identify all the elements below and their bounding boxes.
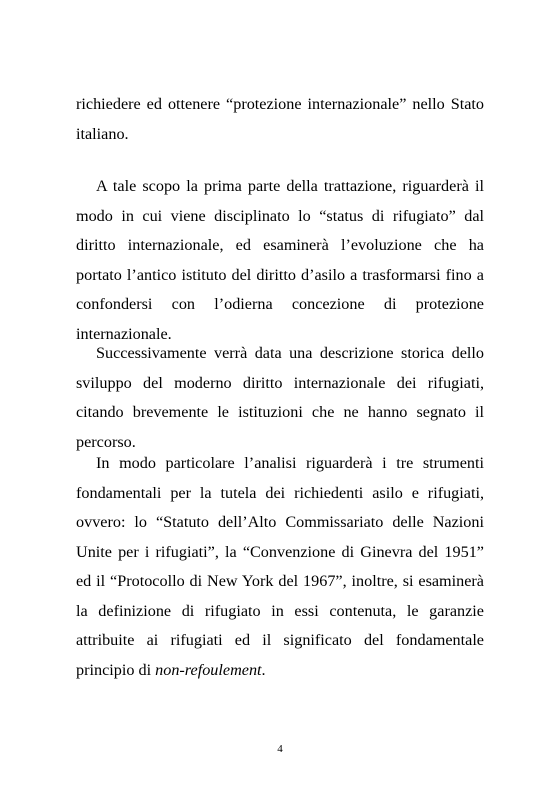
paragraph-3-text: Successivamente verrà data una descrizione storica dello sviluppo del moderno diritto internazionale dei rifugiati, citando brevemente le istituzioni che ne hanno segnato il percorso.	[76, 344, 484, 451]
paragraph-4-italic-term: non-refoulement	[155, 660, 262, 679]
paragraph-2-text: A tale scopo la prima parte della trattazione, riguarderà il modo in cui viene disciplinato lo “status di rifugiato” dal diritto internazionale, ed esaminerà l’evoluzione che ha portato l’antico istituto del diritto d’asilo a trasformarsi fino a confondersi con l’odierna concezione di protezione internazionale.	[76, 177, 484, 343]
page-number: 4	[277, 743, 283, 755]
paragraph-intro-scope	[76, 172, 484, 349]
paragraph-4-end: .	[261, 660, 266, 679]
paragraph-4-text: In modo particolare l’analisi riguarderà i tre strumenti fondamentali per la tutela dei richiedenti asilo e rifugiati, ovvero: lo “Statuto dell’Alto Commissariato delle Nazioni Unite per i rifugiati”, la “Convenzione di Ginevra del 1951” ed il “Protocollo di New York del 1967”, inoltre, si esaminerà la definizione di rifugiato in essi contenuta, le garanzie attribuite ai rifugiati ed il significato del fondamentale principio di	[76, 454, 484, 679]
paragraph-continuation	[76, 90, 484, 149]
paragraph-historical	[76, 339, 484, 457]
paragraph-1-text: richiedere ed ottenere “protezione internazionale” nello Stato italiano.	[76, 95, 484, 143]
paragraph-instruments	[76, 449, 484, 685]
